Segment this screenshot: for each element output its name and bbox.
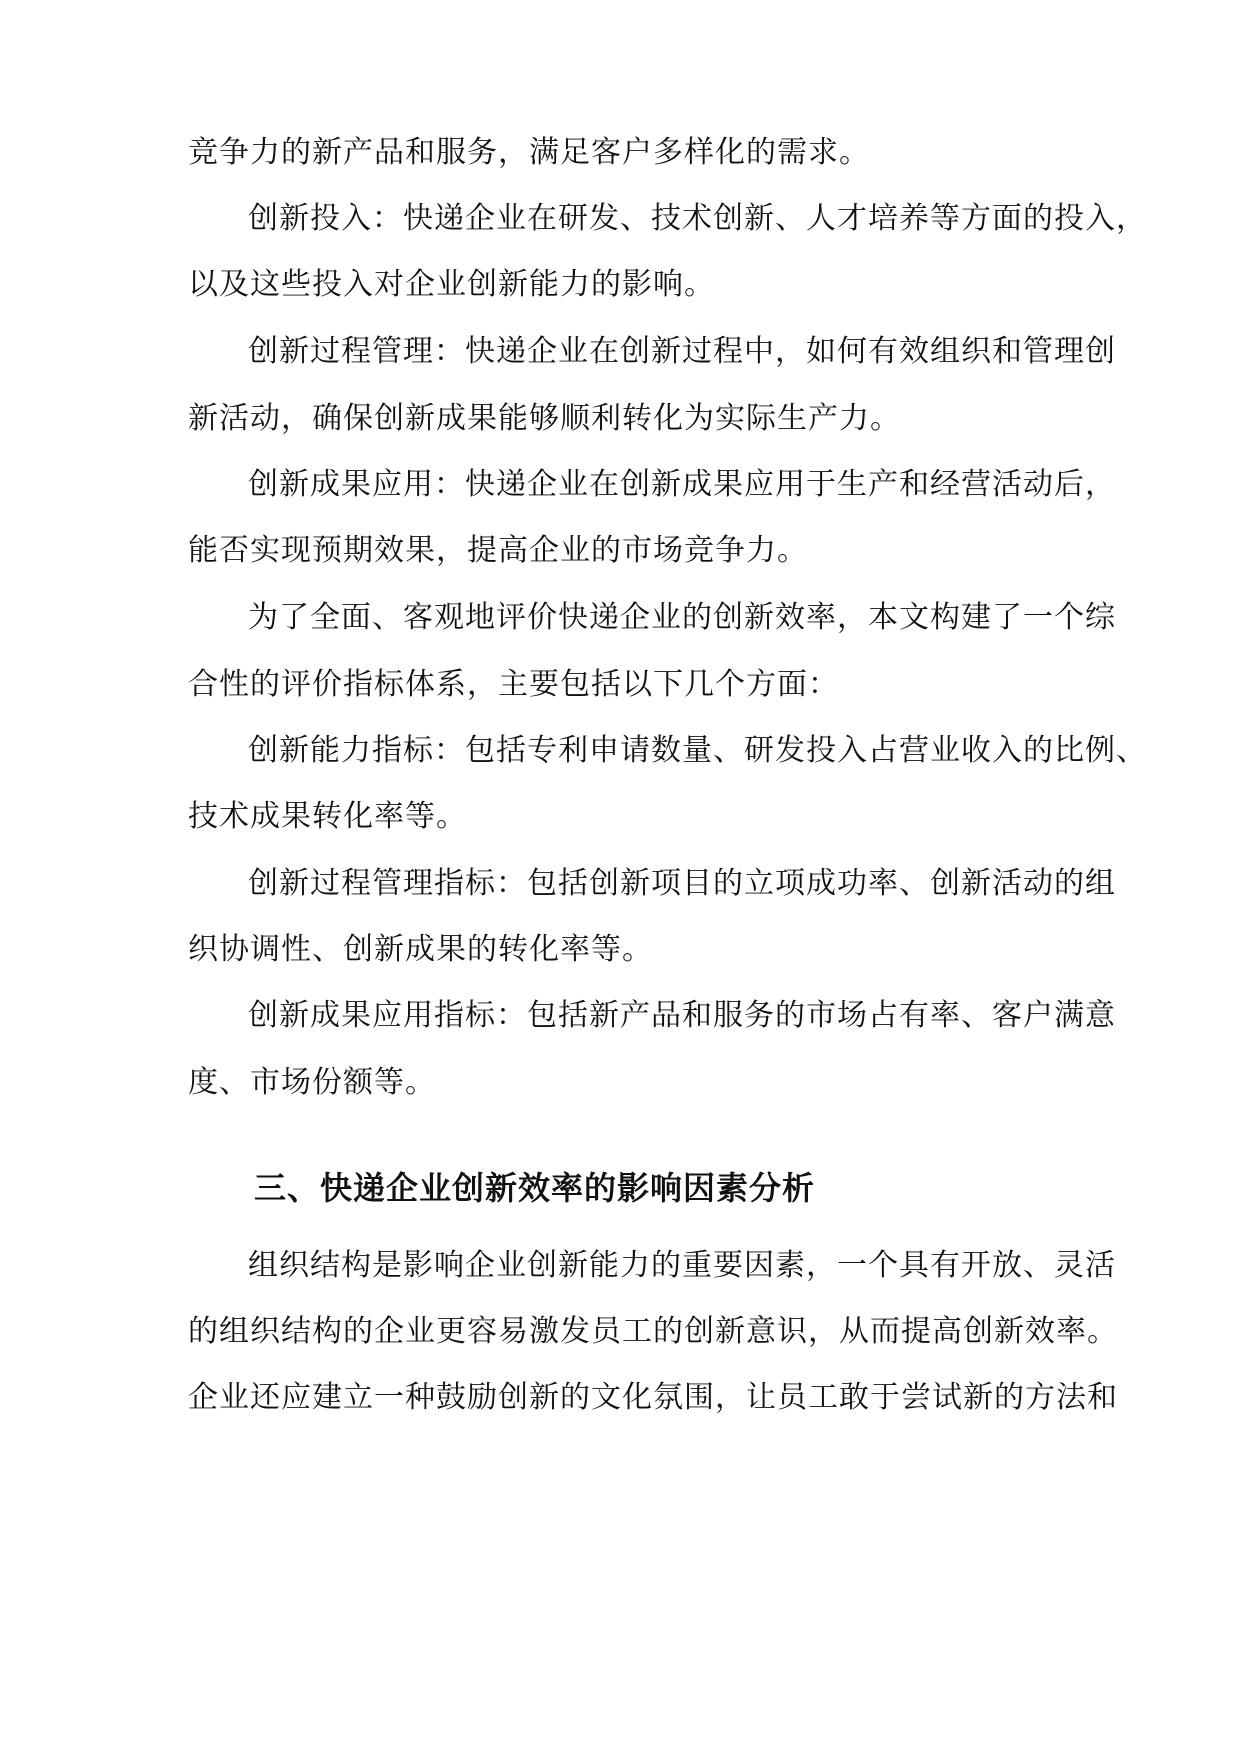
paragraph-line: 创新过程管理：快递企业在创新过程中，如何有效组织和管理创 (248, 334, 1116, 369)
paragraph-line: 织协调性、创新成果的转化率等。 (188, 932, 653, 967)
paragraph-line: 合性的评价指标体系，主要包括以下几个方面： (188, 667, 839, 702)
paragraph-line: 创新过程管理指标：包括创新项目的立项成功率、创新活动的组 (248, 866, 1116, 901)
paragraph-line: 组织结构是影响企业创新能力的重要因素，一个具有开放、灵活 (248, 1248, 1116, 1283)
paragraph-line: 企业还应建立一种鼓励创新的文化氛围，让员工敢于尝试新的方法和 (188, 1380, 1118, 1415)
paragraph-line: 能否实现预期效果，提高企业的市场竞争力。 (188, 533, 808, 568)
paragraph-line: 为了全面、客观地评价快递企业的创新效率，本文构建了一个综 (248, 600, 1116, 635)
paragraph-line: 技术成果转化率等。 (188, 799, 467, 834)
paragraph-line: 创新投入：快递企业在研发、技术创新、人才培养等方面的投入， (248, 201, 1147, 236)
paragraph-line: 竞争力的新产品和服务，满足客户多样化的需求。 (188, 135, 870, 170)
paragraph-line: 的组织结构的企业更容易激发员工的创新意识，从而提高创新效率。 (188, 1314, 1118, 1349)
paragraph-line: 创新能力指标：包括专利申请数量、研发投入占营业收入的比例、 (248, 733, 1147, 768)
paragraph-line: 以及这些投入对企业创新能力的影响。 (188, 267, 715, 302)
paragraph-line: 新活动，确保创新成果能够顺利转化为实际生产力。 (188, 401, 901, 436)
paragraph-line: 创新成果应用指标：包括新产品和服务的市场占有率、客户满意 (248, 998, 1116, 1033)
paragraph-line: 度、市场份额等。 (188, 1065, 436, 1100)
section-heading: 三、快递企业创新效率的影响因素分析 (254, 1169, 816, 1207)
paragraph-line: 创新成果应用：快递企业在创新成果应用于生产和经营活动后， (248, 467, 1116, 502)
